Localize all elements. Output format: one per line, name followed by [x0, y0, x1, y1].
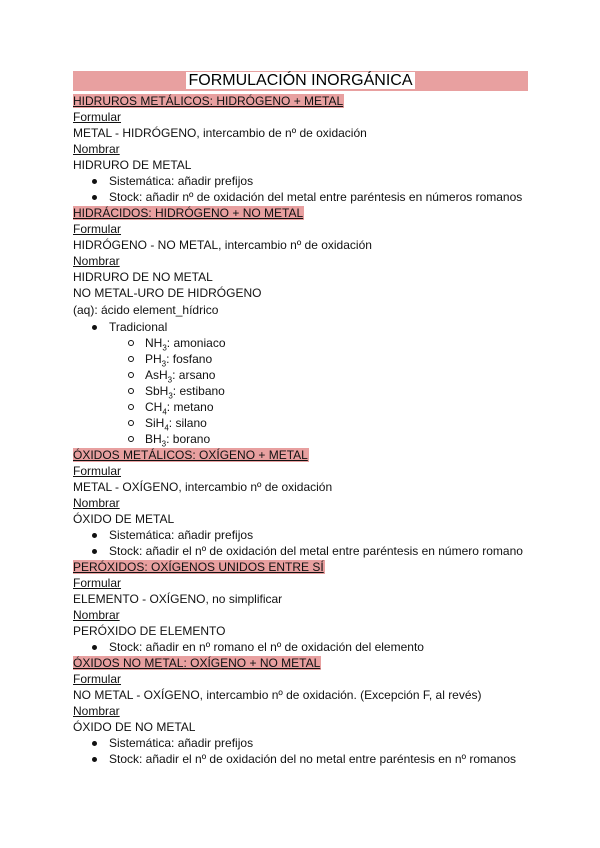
- name-text: ÓXIDO DE NO METAL: [73, 720, 196, 734]
- name-text: HIDRURO DE NO METAL: [73, 270, 213, 284]
- compound-item: [73, 351, 528, 367]
- formula-text: METAL - HIDRÓGENO, intercambio de nº de oxidación: [73, 126, 367, 140]
- compound-item: [73, 431, 528, 447]
- compound-name: : amoniaco: [166, 336, 226, 350]
- compound-subscript: 3: [168, 391, 173, 401]
- subheading-nombrar: Nombrar: [73, 254, 120, 268]
- list-item: Stock: añadir nº de oxidación del metal entre paréntesis en números romanos: [73, 189, 528, 205]
- bullet-list: [73, 527, 528, 559]
- list-item: Stock: añadir en nº romano el nº de oxidación del elemento: [73, 639, 528, 655]
- name-text: HIDRURO DE METAL: [73, 158, 192, 172]
- list-item: Stock: añadir el nº de oxidación del metal entre paréntesis en número romano: [73, 543, 528, 559]
- formula-text: HIDRÓGENO - NO METAL, intercambio nº de oxidación: [73, 238, 372, 252]
- name-text: NO METAL-URO DE HIDRÓGENO: [73, 286, 262, 300]
- subheading-formular: Formular: [73, 222, 122, 236]
- name-text: ÓXIDO DE METAL: [73, 512, 175, 526]
- compound-subscript: 4: [162, 407, 167, 417]
- compound-item: [73, 335, 528, 351]
- section-heading-hidracidos: HIDRÁCIDOS: HIDRÓGENO + NO METAL: [73, 206, 304, 220]
- compound-symbol: SbH: [145, 384, 169, 398]
- section-heading-oxidos-no-metal: ÓXIDOS NO METAL: OXÍGENO + NO METAL: [73, 656, 321, 670]
- bullet-list: [73, 639, 528, 655]
- bullet-list: [73, 735, 528, 767]
- compound-item: [73, 399, 528, 415]
- compound-name: : fosfano: [166, 352, 213, 366]
- compound-subscript: 3: [167, 375, 173, 385]
- page-title: FORMULACIÓN INORGÁNICA: [188, 72, 413, 89]
- compound-item: [73, 367, 528, 383]
- formula-text: NO METAL - OXÍGENO, intercambio nº de oxidación. (Excepción F, al revés): [73, 688, 482, 702]
- compound-symbol: SiH: [145, 416, 165, 430]
- subheading-formular: Formular: [73, 672, 122, 686]
- subheading-nombrar: Nombrar: [73, 704, 120, 718]
- aq-text: (aq): ácido element_hídrico: [73, 303, 219, 317]
- compound-symbol: PH: [145, 352, 162, 366]
- bullet-list: [73, 173, 528, 205]
- subheading-formular: Formular: [73, 576, 122, 590]
- compound-name: : silano: [168, 416, 207, 430]
- subheading-nombrar: Nombrar: [73, 608, 120, 622]
- compound-symbol: NH: [145, 336, 163, 350]
- title-bar: [73, 71, 528, 91]
- name-text: PERÓXIDO DE ELEMENTO: [73, 624, 226, 638]
- compound-subscript: 3: [162, 343, 167, 353]
- compound-name: : borano: [166, 432, 211, 446]
- compound-subscript: 4: [164, 423, 169, 433]
- compound-name: : metano: [166, 400, 214, 414]
- list-item: Stock: añadir el nº de oxidación del no metal entre paréntesis en nº romanos: [73, 751, 528, 767]
- compound-symbol: AsH: [145, 368, 168, 382]
- subheading-nombrar: Nombrar: [73, 142, 120, 156]
- compound-item: [73, 383, 528, 399]
- section-heading-hidruros: HIDRUROS METÁLICOS: HIDRÓGENO + METAL: [73, 94, 344, 108]
- compound-item: [73, 415, 528, 431]
- list-item: Sistemática: añadir prefijos: [73, 173, 528, 189]
- subheading-nombrar: Nombrar: [73, 496, 120, 510]
- compound-subscript: 3: [161, 359, 167, 369]
- formula-text: METAL - OXÍGENO, intercambio nº de oxidación: [73, 480, 333, 494]
- list-item: Sistemática: añadir prefijos: [73, 735, 528, 751]
- compound-list: [73, 335, 528, 447]
- formula-text: ELEMENTO - OXÍGENO, no simplificar: [73, 592, 283, 606]
- list-item: Tradicional: [73, 319, 528, 335]
- compound-subscript: 3: [161, 439, 167, 449]
- compound-symbol: CH: [145, 400, 163, 414]
- compound-symbol: BH: [145, 432, 162, 446]
- bullet-list: [73, 319, 528, 335]
- list-item: Sistemática: añadir prefijos: [73, 527, 528, 543]
- document-content: [73, 71, 528, 767]
- compound-name: : estibano: [172, 384, 225, 398]
- section-heading-peroxidos: PERÓXIDOS: OXÍGENOS UNIDOS ENTRE SÍ: [73, 560, 324, 574]
- subheading-formular: Formular: [73, 110, 122, 124]
- section-heading-oxidos-metalicos: ÓXIDOS METÁLICOS: OXÍGENO + METAL: [73, 448, 308, 462]
- subheading-formular: Formular: [73, 464, 122, 478]
- compound-name: : arsano: [172, 368, 216, 382]
